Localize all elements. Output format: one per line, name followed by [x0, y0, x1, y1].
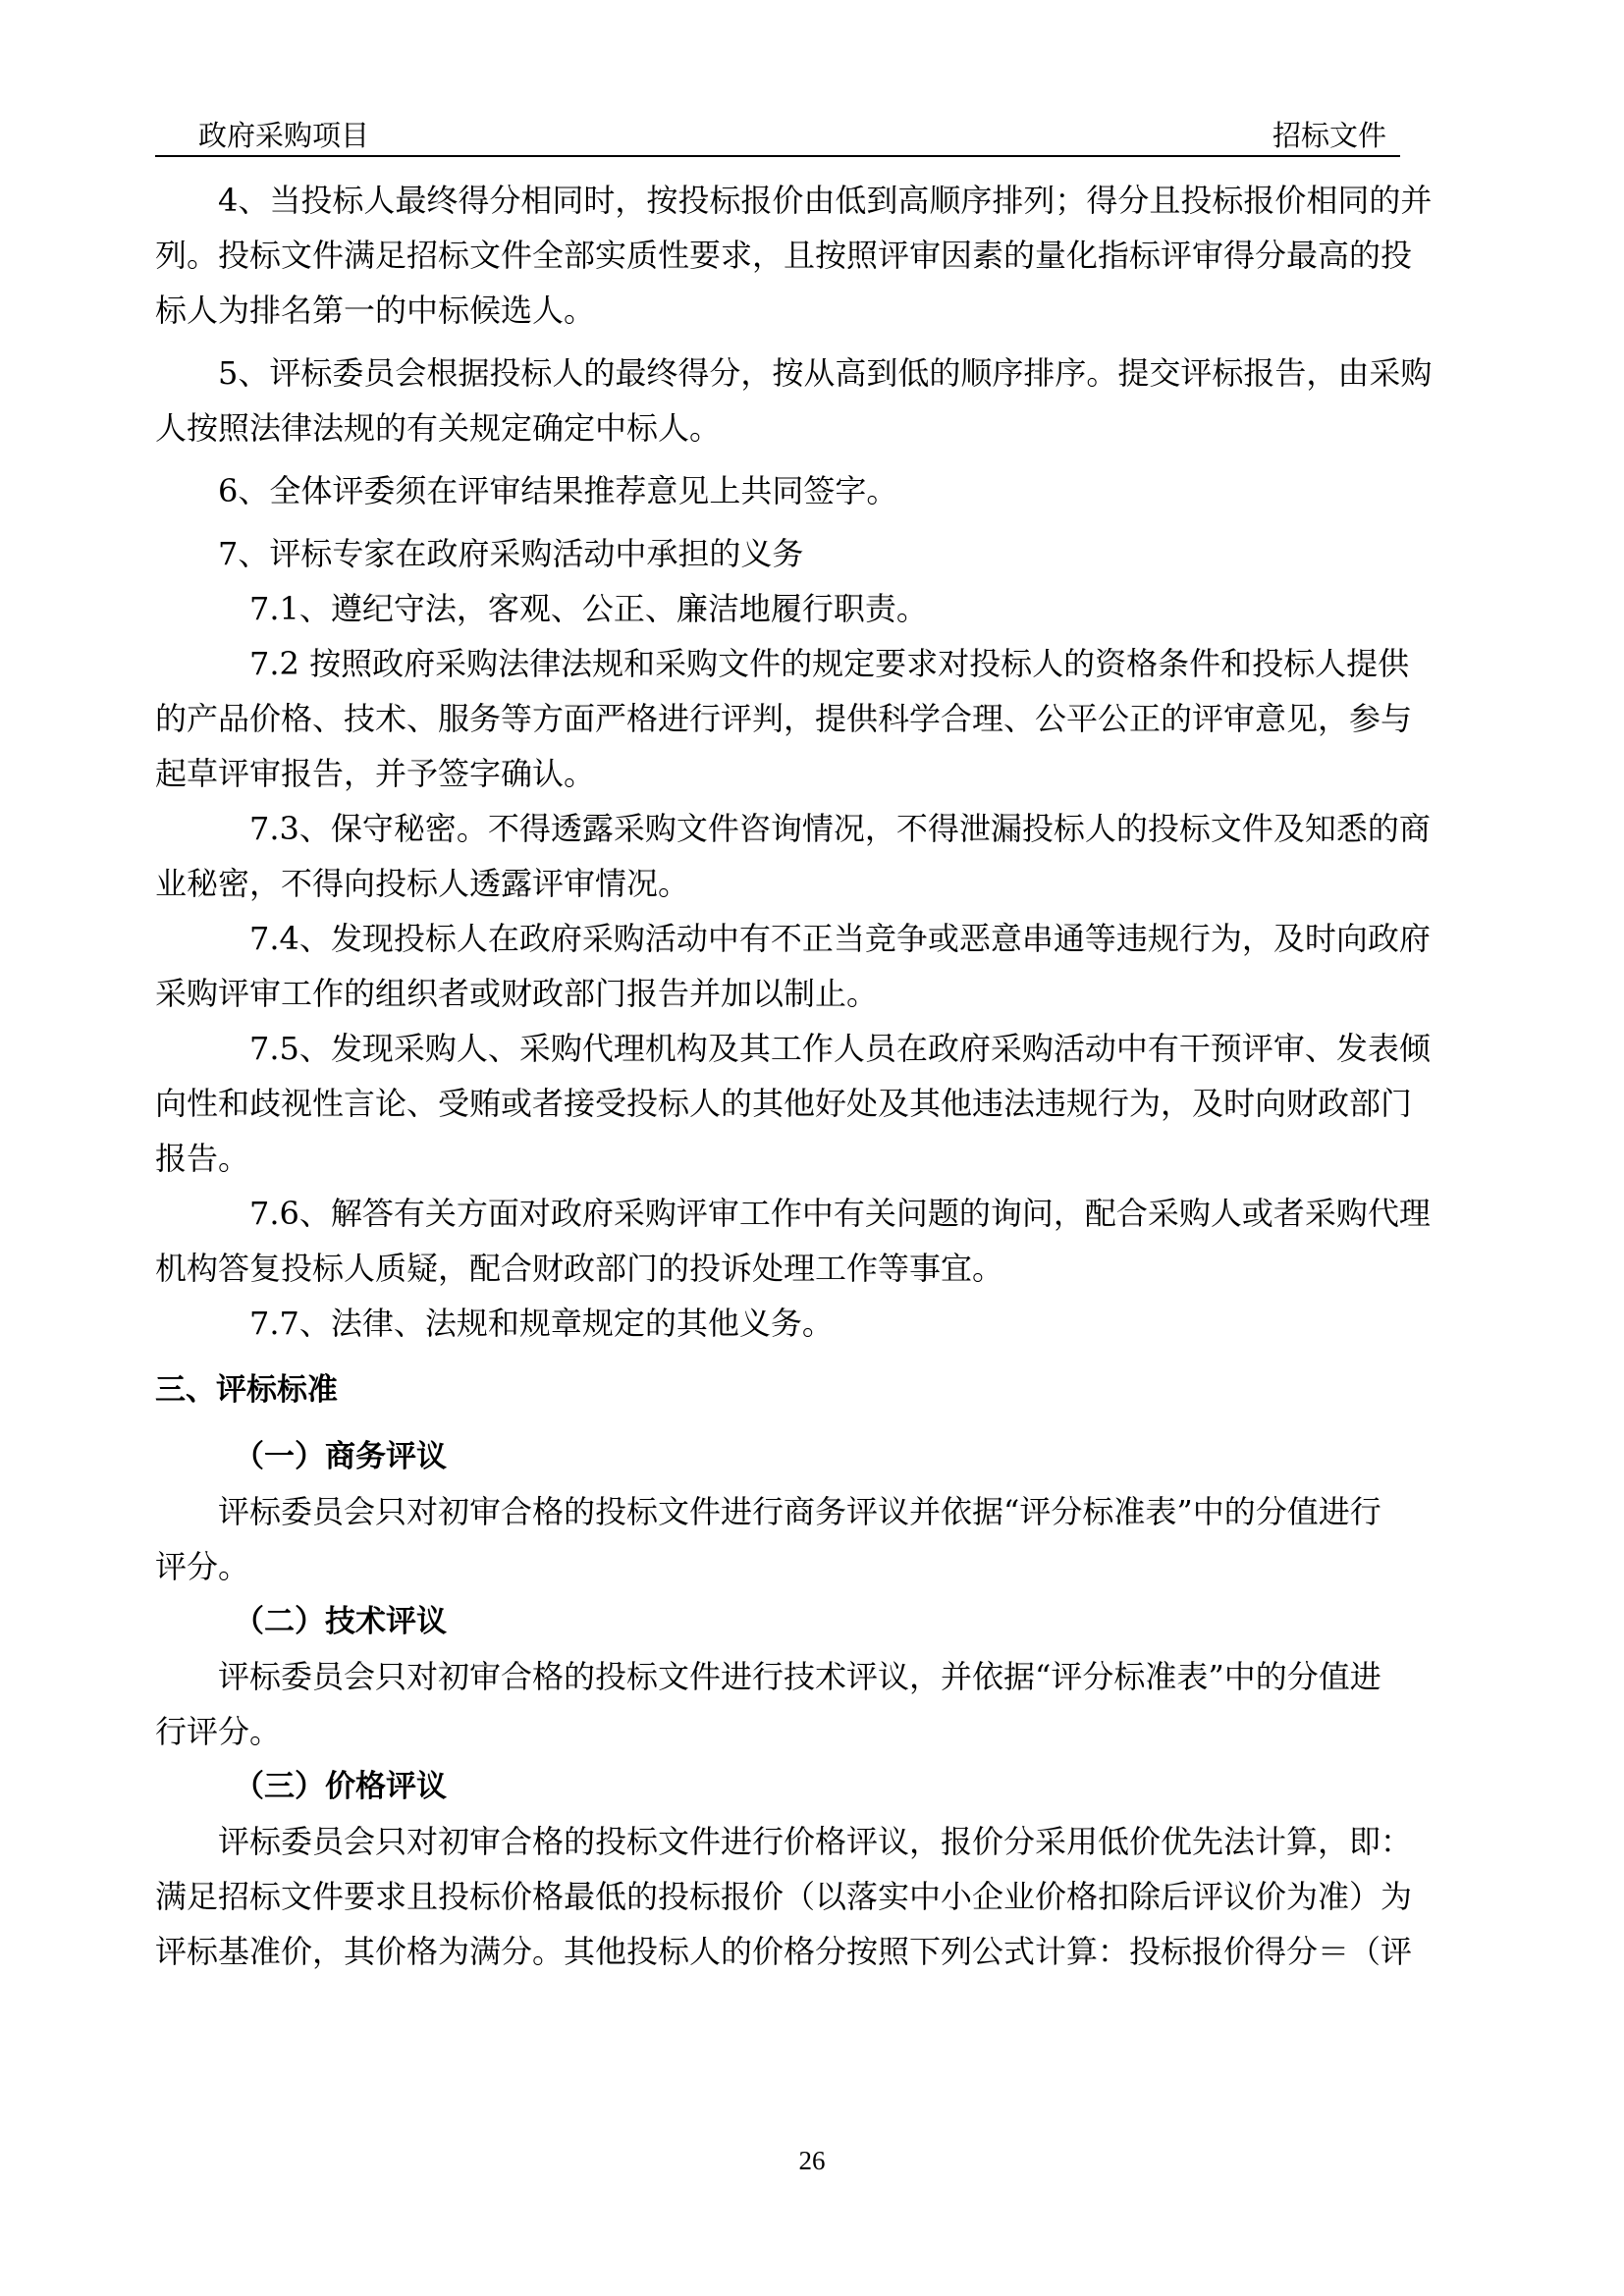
text-line: 4、当投标人最终得分相同时，按投标报价由低到高顺序排列；得分且投标报价相同的并	[218, 182, 1433, 219]
text-line: 报告。	[155, 1140, 250, 1177]
text-line: 起草评审报告，并予签字确认。	[155, 755, 596, 792]
subsection-heading-business: （一）商务评议	[234, 1439, 447, 1474]
header-project-label: 政府采购项目	[198, 119, 370, 152]
subsection-heading-technical: （二）技术评议	[234, 1604, 447, 1639]
text-line: 6、全体评委须在评审结果推荐意见上共同签字。	[218, 472, 898, 509]
paragraph-price-evaluation	[155, 1814, 1471, 1979]
paragraph-7-5	[155, 1021, 1471, 1186]
paragraph-7-7	[155, 1296, 1471, 1351]
text-line: 5、评标委员会根据投标人的最终得分，按从高到低的顺序排序。提交评标报告，由采购	[218, 354, 1433, 392]
text-line: 7.4、发现投标人在政府采购活动中有不正当竞争或恶意串通等违规行为，及时向政府	[249, 920, 1431, 957]
subsection-heading-price: （三）价格评议	[234, 1769, 447, 1804]
paragraph-7-4	[155, 911, 1471, 1021]
text-line: 评分。	[155, 1548, 250, 1585]
paragraph-7	[155, 526, 1471, 581]
text-line: 7.3、保守秘密。不得透露采购文件咨询情况，不得泄漏投标人的投标文件及知悉的商	[249, 810, 1431, 847]
paragraph-7-2	[155, 636, 1471, 801]
text-line: 7.7、法律、法规和规章规定的其他义务。	[249, 1305, 834, 1342]
text-line: 评标委员会只对初审合格的投标文件进行价格评议，报价分采用低价优先法计算，即：	[218, 1823, 1413, 1860]
text-line: 7.6、解答有关方面对政府采购评审工作中有关问题的询问，配合采购人或者采购代理	[249, 1195, 1431, 1232]
page-header	[155, 116, 1400, 157]
paragraph-technical-evaluation	[155, 1649, 1471, 1759]
text-line: 业秘密，不得向投标人透露评审情况。	[155, 865, 690, 902]
text-line: 7.2 按照政府采购法律法规和采购文件的规定要求对投标人的资格条件和投标人提供	[249, 645, 1410, 682]
text-line: 机构答复投标人质疑，配合财政部门的投诉处理工作等事宜。	[155, 1250, 1004, 1287]
text-line: 人按照法律法规的有关规定确定中标人。	[155, 409, 722, 447]
text-line: 评标基准价，其价格为满分。其他投标人的价格分按照下列公式计算：投标报价得分＝（评	[155, 1933, 1413, 1970]
text-line: 的产品价格、技术、服务等方面严格进行评判，提供科学合理、公平公正的评审意见，参与	[155, 700, 1413, 737]
text-line: 7.1、遵纪守法，客观、公正、廉洁地履行职责。	[249, 590, 928, 627]
text-line: 列。投标文件满足招标文件全部实质性要求，且按照评审因素的量化指标评审得分最高的投	[155, 237, 1413, 274]
text-line: 满足招标文件要求且投标价格最低的投标报价（以落实中小企业价格扣除后评议价为准）为	[155, 1878, 1413, 1915]
paragraph-5	[155, 346, 1471, 455]
text-line: 7.5、发现采购人、采购代理机构及其工作人员在政府采购活动中有干预评审、发表倾	[249, 1030, 1431, 1067]
document-body	[155, 173, 1471, 1979]
page-number: 26	[798, 2146, 826, 2175]
text-line: 向性和歧视性言论、受贿或者接受投标人的其他好处及其他违法违规行为，及时向财政部门	[155, 1085, 1413, 1122]
paragraph-business-evaluation	[155, 1484, 1471, 1594]
paragraph-7-3	[155, 801, 1471, 911]
text-line: 采购评审工作的组织者或财政部门报告并加以制止。	[155, 975, 879, 1012]
text-line: 评标委员会只对初审合格的投标文件进行商务评议并依据“评分标准表”中的分值进行	[218, 1493, 1381, 1530]
text-line: 7、评标专家在政府采购活动中承担的义务	[218, 535, 804, 572]
text-line: 标人为排名第一的中标候选人。	[155, 292, 596, 329]
text-line: 评标委员会只对初审合格的投标文件进行技术评议，并依据“评分标准表”中的分值进	[218, 1658, 1381, 1695]
paragraph-4	[155, 173, 1471, 338]
header-document-label: 招标文件	[1272, 119, 1386, 152]
section-heading-evaluation-criteria: 三、评标标准	[155, 1372, 338, 1408]
paragraph-7-6	[155, 1186, 1471, 1296]
text-line: 行评分。	[155, 1713, 282, 1750]
paragraph-6	[155, 463, 1471, 518]
paragraph-7-1	[155, 581, 1471, 636]
